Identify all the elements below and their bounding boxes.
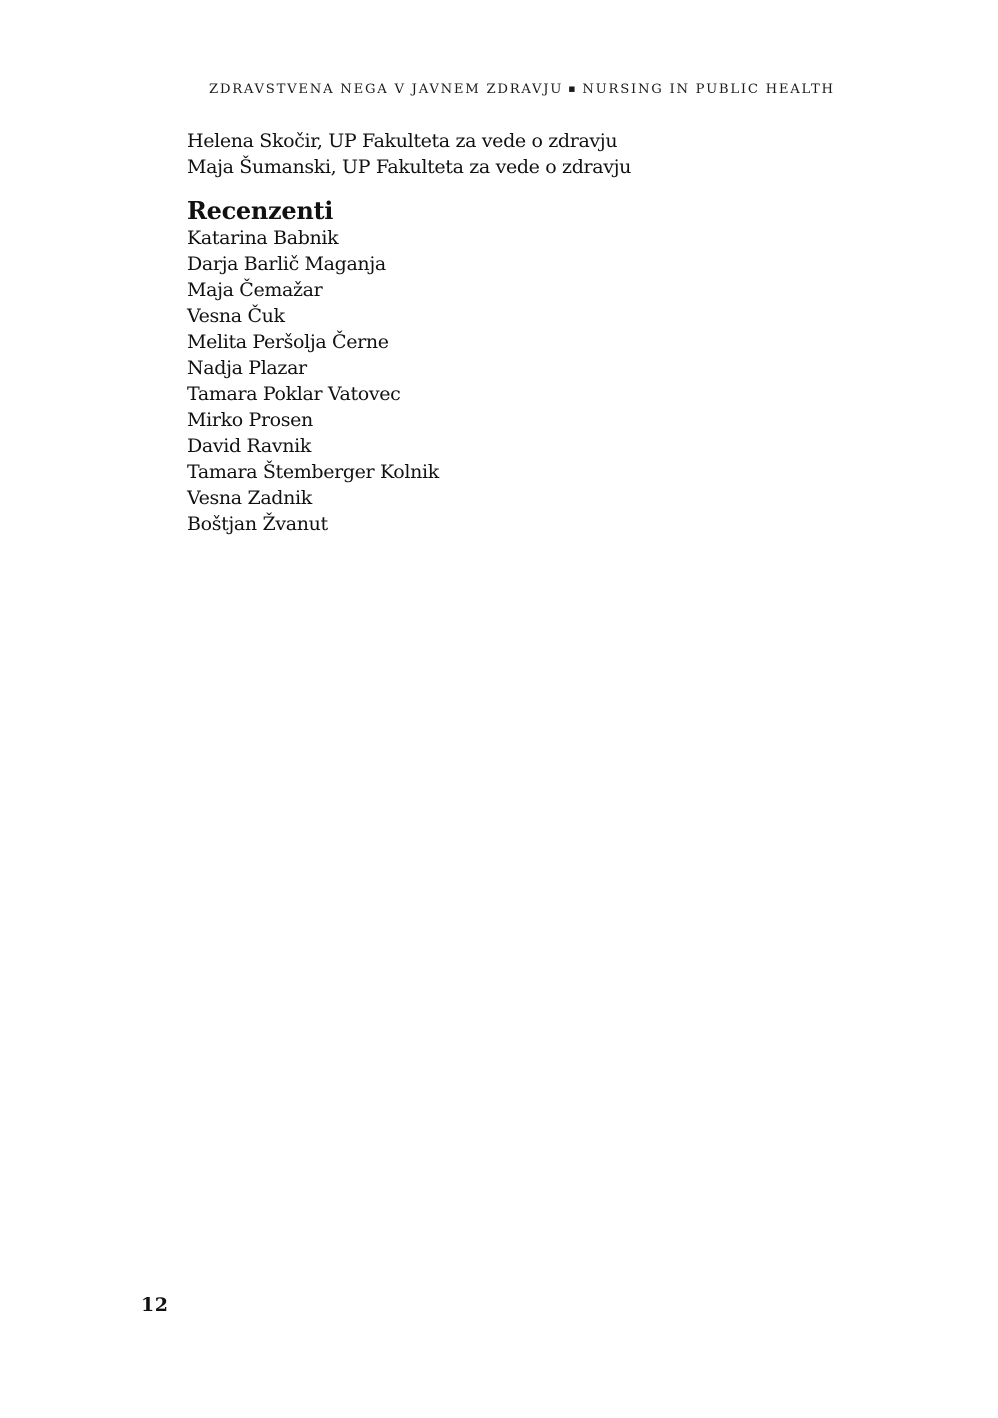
running-header-title-english: NURSING IN PUBLIC HEALTH	[582, 82, 835, 97]
reviewer-name: Vesna Čuk	[187, 305, 285, 327]
reviewer-name: Boštjan Žvanut	[187, 513, 328, 535]
reviewer-name: David Ravnik	[187, 435, 312, 457]
reviewers-list	[187, 225, 847, 537]
reviewer-name: Vesna Zadnik	[187, 487, 312, 509]
reviewer-name: Darja Barlič Maganja	[187, 253, 386, 275]
reviewer-name: Mirko Prosen	[187, 409, 313, 431]
running-header-separator: ▪	[568, 82, 578, 95]
reviewer-name: Nadja Plazar	[187, 357, 307, 379]
running-header-title-slovene: ZDRAVSTVENA NEGA V JAVNEM ZDRAVJU	[209, 82, 564, 97]
affiliation-line: Helena Skočir, UP Fakulteta za vede o zdravju	[187, 130, 618, 152]
reviewer-name: Melita Peršolja Černe	[187, 331, 389, 353]
affiliation-line: Maja Šumanski, UP Fakulteta za vede o zdravju	[187, 156, 632, 178]
reviewer-name: Tamara Poklar Vatovec	[187, 383, 401, 405]
reviewers-heading: Recenzenti	[187, 196, 334, 225]
page-number: 12	[141, 1294, 169, 1316]
page-content	[187, 128, 847, 537]
reviewer-name: Tamara Štemberger Kolnik	[187, 461, 439, 483]
reviewer-name: Maja Čemažar	[187, 279, 323, 301]
affiliation-list	[187, 128, 847, 180]
running-header	[209, 82, 835, 97]
reviewer-name: Katarina Babnik	[187, 227, 339, 249]
